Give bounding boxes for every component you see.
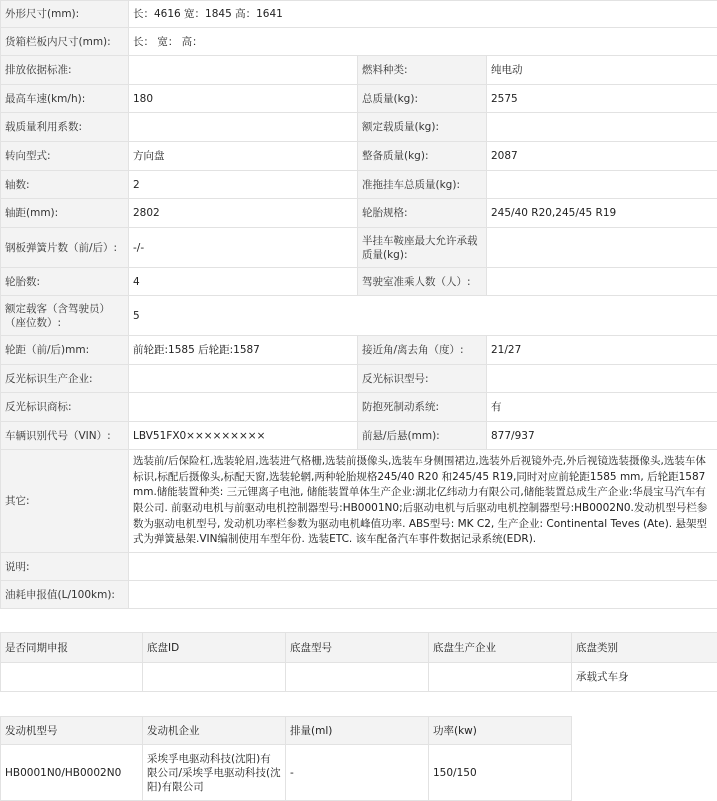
spec-value: 2802 <box>129 199 358 228</box>
engine-table <box>0 716 717 801</box>
spec-label: 准拖挂车总质量(kg): <box>358 171 487 199</box>
spec-value: 2575 <box>487 85 717 113</box>
spec-label: 外形尺寸(mm): <box>1 1 129 28</box>
spec-label: 车辆识别代号（VIN）: <box>1 422 129 450</box>
spec-value: 877/937 <box>487 422 717 450</box>
chassis-table <box>0 632 717 692</box>
spec-value: 4 <box>129 268 358 296</box>
spec-value: 长： 宽： 高： <box>129 28 717 56</box>
spec-value: 2 <box>129 171 358 199</box>
chassis-header: 底盘类别 <box>572 633 717 663</box>
engine-header: 排量(ml) <box>286 717 429 745</box>
spec-label: 半挂车鞍座最大允许承载质量(kg): <box>358 228 487 268</box>
spec-label: 载质量利用系数: <box>1 113 129 142</box>
spec-value <box>487 171 717 199</box>
table-row <box>1 663 717 692</box>
engine-header: 发动机型号 <box>1 717 143 745</box>
engine-cell: 150/150 <box>429 745 572 801</box>
chassis-header: 底盘ID <box>143 633 286 663</box>
table-row <box>1 393 717 422</box>
table-row <box>1 85 717 113</box>
fuel-label: 油耗申报值(L/100km): <box>1 581 129 609</box>
spec-value <box>487 228 717 268</box>
spec-value: -/- <box>129 228 358 268</box>
engine-header: 发动机企业 <box>143 717 286 745</box>
spec-value: 5 <box>129 296 717 336</box>
spec-value <box>129 393 358 422</box>
spec-label: 反光标识生产企业: <box>1 365 129 393</box>
empty-cell <box>572 745 717 801</box>
table-row <box>1 745 717 801</box>
table-row <box>1 268 717 296</box>
table-row <box>1 171 717 199</box>
spec-value: 有 <box>487 393 717 422</box>
spec-value <box>487 113 717 142</box>
spec-label: 反光标识型号: <box>358 365 487 393</box>
table-header-row <box>1 717 717 745</box>
note-value <box>129 553 717 581</box>
table-header-row <box>1 633 717 663</box>
table-row <box>1 365 717 393</box>
spec-label: 总质量(kg): <box>358 85 487 113</box>
spec-label: 整备质量(kg): <box>358 142 487 171</box>
spec-label: 钢板弹簧片数（前/后）: <box>1 228 129 268</box>
chassis-cell <box>1 663 143 692</box>
chassis-cell: 承载式车身 <box>572 663 717 692</box>
spec-label: 额定载质量(kg): <box>358 113 487 142</box>
spec-label: 货箱栏板内尺寸(mm): <box>1 28 129 56</box>
chassis-cell <box>286 663 429 692</box>
table-row <box>1 450 717 553</box>
table-row <box>1 56 717 85</box>
empty-cell <box>572 717 717 745</box>
spec-value: 长：4616 宽：1845 高：1641 <box>129 1 717 28</box>
spec-label: 排放依据标准: <box>1 56 129 85</box>
spec-value: 21/27 <box>487 336 717 365</box>
spec-value <box>129 365 358 393</box>
table-row <box>1 296 717 336</box>
spec-value: 方向盘 <box>129 142 358 171</box>
spec-label: 接近角/离去角（度）: <box>358 336 487 365</box>
engine-cell: HB0001N0/HB0002N0 <box>1 745 143 801</box>
other-label: 其它: <box>1 450 129 553</box>
table-row <box>1 28 717 56</box>
fuel-value <box>129 581 717 609</box>
table-row <box>1 553 717 581</box>
table-row <box>1 422 717 450</box>
chassis-cell <box>143 663 286 692</box>
spec-label: 轴数: <box>1 171 129 199</box>
spec-value: 245/40 R20,245/45 R19 <box>487 199 717 228</box>
spec-label: 前悬/后悬(mm): <box>358 422 487 450</box>
table-row <box>1 336 717 365</box>
spec-label: 防抱死制动系统: <box>358 393 487 422</box>
table-row <box>1 113 717 142</box>
table-row <box>1 1 717 28</box>
spec-label: 燃料种类: <box>358 56 487 85</box>
spec-label: 额定载客（含驾驶员）（座位数）: <box>1 296 129 336</box>
spec-value: 180 <box>129 85 358 113</box>
engine-header: 功率(kw) <box>429 717 572 745</box>
spec-value: 纯电动 <box>487 56 717 85</box>
spec-value: 2087 <box>487 142 717 171</box>
spec-label: 最高车速(km/h): <box>1 85 129 113</box>
spec-label: 轮距（前/后)mm: <box>1 336 129 365</box>
spec-value <box>487 268 717 296</box>
table-row <box>1 199 717 228</box>
chassis-cell <box>429 663 572 692</box>
spec-label: 轮胎规格: <box>358 199 487 228</box>
spec-value <box>129 56 358 85</box>
spec-label: 驾驶室准乘人数（人）: <box>358 268 487 296</box>
spec-value <box>129 113 358 142</box>
spec-value: 前轮距:1585 后轮距:1587 <box>129 336 358 365</box>
table-row <box>1 142 717 171</box>
engine-cell: - <box>286 745 429 801</box>
chassis-header: 底盘型号 <box>286 633 429 663</box>
note-label: 说明: <box>1 553 129 581</box>
spec-label: 轴距(mm): <box>1 199 129 228</box>
spec-value <box>487 365 717 393</box>
spec-label: 轮胎数: <box>1 268 129 296</box>
table-row <box>1 581 717 609</box>
engine-cell: 采埃孚电驱动科技(沈阳)有限公司/采埃孚电驱动科技(沈阳)有限公司 <box>143 745 286 801</box>
spec-label: 转向型式: <box>1 142 129 171</box>
spec-label: 反光标识商标: <box>1 393 129 422</box>
spec-value: LBV51FX0××××××××× <box>129 422 358 450</box>
other-value: 选装前/后保险杠,选装轮眉,选装进气格栅,选装前摄像头,选装车身侧围裙边,选装外后视镜外壳,外后视镜选装摄像头,选装车体标识,标配后摄像头,标配天窗,选装轮辋,两种轮胎规格245/40 R20 和245/45 R19,同时对应前轮距1585 mm, 后轮距1587 mm.储能装置种类: 三元锂离子电池, 储能装置单体生产企业:湖北亿纬动力有限公司,储能装置总成生产企业:华晨宝马汽车有限公司. 前驱动电机与前驱动电机控制器型号:HB0001N0;后驱动电机与后驱动电机控制器型号:HB0002N0.发动机型号栏参数为驱动电机型号, 发动机功率栏参数为驱动电机峰值功率. ABS型号: MK C2, 生产企业: Continental Teves (Ate). 悬架型式为弹簧悬架.VIN编制使用车型年份. 选装ETC. 该车配备汽车事件数据记录系统(EDR). <box>129 450 717 553</box>
chassis-header: 是否同期申报 <box>1 633 143 663</box>
table-row <box>1 228 717 268</box>
chassis-header: 底盘生产企业 <box>429 633 572 663</box>
